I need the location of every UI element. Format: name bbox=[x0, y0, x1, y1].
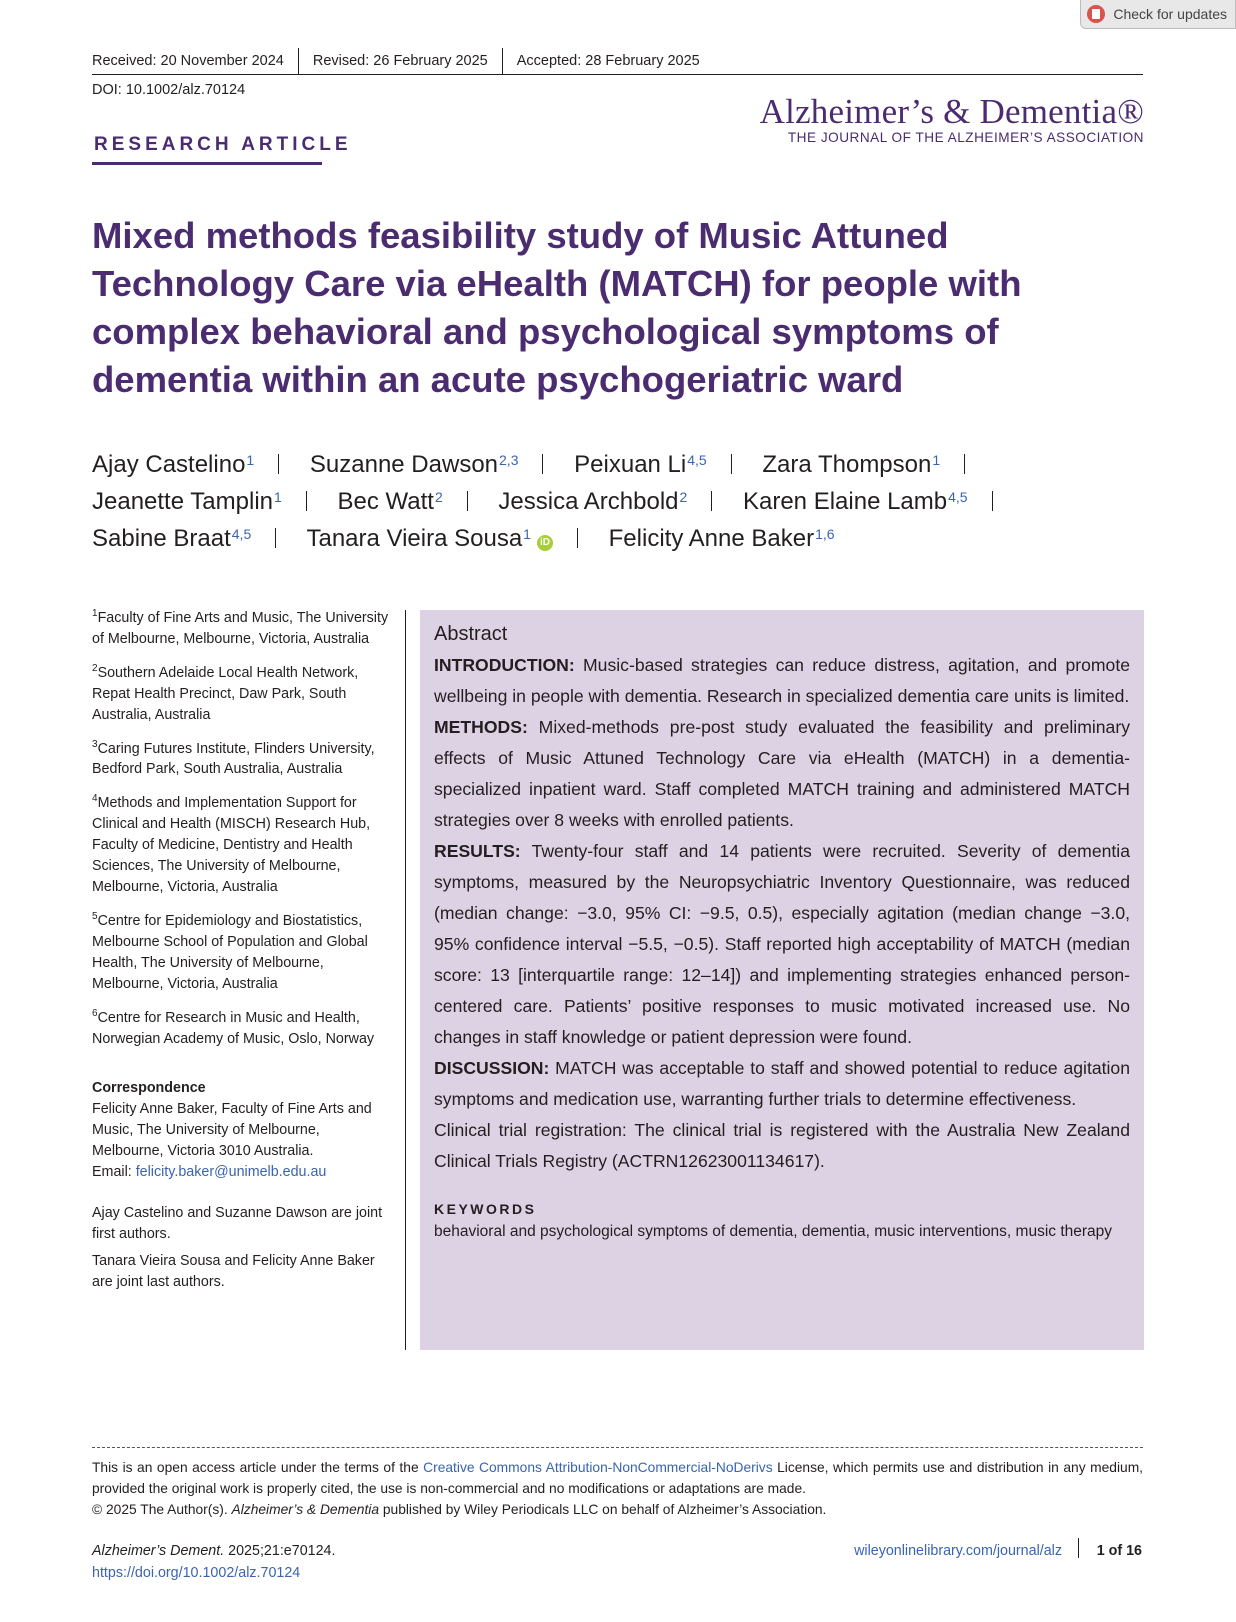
email-link[interactable]: felicity.baker@unimelb.edu.au bbox=[135, 1163, 327, 1180]
citation: Alzheimer’s Dement. 2025;21:e70124. https://doi.org/10.1002/alz.70124 bbox=[92, 1540, 335, 1584]
affiliation: $^1$Faculty of Fine Arts and Music, The University of Melbourne, Melbourne, Victoria, Australia bbox=[92, 608, 389, 647]
check-for-updates-label: Check for updates bbox=[1113, 6, 1227, 22]
author-separator bbox=[306, 491, 307, 511]
article-title: Mixed methods feasibility study of Music Attuned Technology Care via eHealth (MATCH) for people with complex behavioral and psychological symptoms of dementia within an acute psychogeriatric ward bbox=[92, 215, 1022, 400]
doi-link[interactable]: https://doi.org/10.1002/alz.70124 bbox=[92, 1565, 301, 1581]
journal-logo bbox=[760, 92, 1144, 145]
author[interactable]: Jeanette Tamplin$^1$ bbox=[92, 488, 282, 515]
author-separator bbox=[577, 528, 578, 548]
keywords: behavioral and psychological symptoms of dementia, dementia, music interventions, music therapy bbox=[434, 1223, 1113, 1240]
doi: DOI: 10.1002/alz.70124 bbox=[92, 82, 246, 98]
license-link[interactable]: Creative Commons Attribution-NonCommercial-NoDerivs bbox=[423, 1460, 773, 1475]
keywords-heading: KEYWORDS bbox=[434, 1201, 537, 1217]
header-rule bbox=[92, 74, 1143, 75]
correspondence-text: Felicity Anne Baker, Faculty of Fine Arts and Music, The University of Melbourne, Melbourne, Victoria 3010 Australia. bbox=[92, 1100, 372, 1159]
orcid-icon[interactable]: iD bbox=[537, 535, 553, 551]
page-number: 1 of 16 bbox=[1096, 1543, 1142, 1559]
author[interactable]: Felicity Anne Baker$^{1,6}$ bbox=[608, 525, 835, 552]
author-separator bbox=[467, 491, 468, 511]
correspondence-heading: Correspondence bbox=[92, 1079, 206, 1096]
journal-url-link[interactable]: wileyonlinelibrary.com/journal/alz bbox=[854, 1543, 1062, 1559]
license-text: This is an open access article under the terms of the Creative Commons Attribution-NonCommercial-NoDerivs License, which permits use and distribution in any medium, provided the original work is properly cited, the use is non-commercial and no modifications or adaptations are made. © 2025 The Author(s). Alzheimer’s & Dementia published by Wiley Periodicals LLC on behalf of Alzheimer’s Association. bbox=[92, 1460, 1144, 1517]
author[interactable]: Tanara Vieira Sousa$^1$iD bbox=[306, 525, 553, 552]
correspondence bbox=[92, 1078, 392, 1183]
author[interactable]: Zara Thompson$^1$ bbox=[762, 451, 941, 478]
author[interactable]: Peixuan Li$^{4,5}$ bbox=[574, 451, 707, 478]
article-type-underline bbox=[92, 162, 322, 165]
received-date: Received: 20 November 2024 bbox=[92, 53, 284, 69]
affiliations-column bbox=[92, 603, 392, 1293]
abstract-discussion: DISCUSSION: MATCH was acceptable to staff and showed potential to reduce agitation symptoms and medication use, warranting further trials to determine effectiveness. bbox=[434, 1058, 1130, 1109]
author-separator bbox=[542, 454, 543, 474]
author-separator bbox=[964, 454, 965, 474]
revised-date: Revised: 26 February 2025 bbox=[298, 48, 502, 74]
journal-name: Alzheimer’s & Dementia® bbox=[759, 92, 1144, 131]
journal-subtitle: THE JOURNAL OF THE ALZHEIMER’S ASSOCIATION bbox=[787, 130, 1144, 145]
author[interactable]: Ajay Castelino$^1$ bbox=[92, 451, 255, 478]
email-label: Email: bbox=[92, 1163, 136, 1180]
accepted-date: Accepted: 28 February 2025 bbox=[502, 48, 714, 74]
author[interactable]: Sabine Braat$^{4,5}$ bbox=[92, 525, 252, 552]
column-divider bbox=[405, 610, 406, 1350]
bookmark-icon bbox=[1087, 5, 1105, 23]
joint-first-note: Ajay Castelino and Suzanne Dawson are joint first authors. bbox=[92, 1204, 383, 1242]
author[interactable]: Karen Elaine Lamb$^{4,5}$ bbox=[742, 488, 968, 515]
article-type: RESEARCH ARTICLE bbox=[94, 134, 352, 155]
abstract-methods: METHODS: Mixed-methods pre-post study evaluated the feasibility and preliminary effects of Music Attuned Technology Care via eHealth (MATCH) in a dementia-specialized inpatient ward. Staff completed MATCH training and administered MATCH strategies over 8 weeks with enrolled patients. bbox=[434, 717, 1130, 830]
author-separator bbox=[711, 491, 712, 511]
joint-last-note: Tanara Vieira Sousa and Felicity Anne Baker are joint last authors. bbox=[92, 1252, 375, 1290]
author-list bbox=[92, 446, 1162, 557]
affiliation: $^5$Centre for Epidemiology and Biostatistics, Melbourne School of Population and Global Health, The University of Melbourne, Melbourne, Victoria, Australia bbox=[92, 911, 368, 992]
affiliation: $^6$Centre for Research in Music and Health, Norwegian Academy of Music, Oslo, Norway bbox=[92, 1007, 375, 1047]
abstract-heading: Abstract bbox=[434, 623, 508, 645]
abstract-introduction: INTRODUCTION: Music-based strategies can reduce distress, agitation, and promote wellbeing in people with dementia. Research in specialized dementia care units is limited. bbox=[434, 655, 1130, 706]
author-separator bbox=[278, 454, 279, 474]
author-separator bbox=[275, 528, 276, 548]
footer-separator bbox=[1078, 1538, 1079, 1558]
check-for-updates-button[interactable] bbox=[1080, 0, 1236, 29]
author[interactable]: Suzanne Dawson$^{2,3}$ bbox=[309, 451, 519, 478]
article-dates bbox=[92, 48, 714, 74]
abstract-results: RESULTS: Twenty-four staff and 14 patients were recruited. Severity of dementia symptoms, measured by the Neuropsychiatric Inventory Questionnaire, was reduced (median change: −3.0, 95% CI: −9.5, 0.5), especially agitation (median change −3.0, 95% confidence interval −5.5, −0.5). Staff reported high acceptability of MATCH (median score: 13 [interquartile range: 12–14]) and implementing strategies enhanced person-centered care. Patients’ positive responses to music motivated increased use. No changes in staff knowledge or patient depression were found. bbox=[434, 841, 1130, 1047]
author[interactable]: Bec Watt$^2$ bbox=[337, 488, 443, 515]
abstract-box bbox=[420, 610, 1144, 1350]
author[interactable]: Jessica Archbold$^2$ bbox=[498, 488, 688, 515]
trial-registration: Clinical trial registration: The clinical trial is registered with the Australia New Zealand Clinical Trials Registry (ACTRN12623001134617). bbox=[434, 1120, 1130, 1171]
footer-divider bbox=[92, 1447, 1143, 1448]
affiliation: $^3$Caring Futures Institute, Flinders University, Bedford Park, South Australia, Australia bbox=[92, 738, 375, 778]
affiliation: $^4$Methods and Implementation Support for Clinical and Health (MISCH) Research Hub, Faculty of Medicine, Dentistry and Health Sciences, The University of Melbourne, Melbourne, Victoria, Australia bbox=[92, 793, 371, 896]
affiliation: $^2$Southern Adelaide Local Health Network, Repat Health Precinct, Daw Park, South Australia, Australia bbox=[92, 662, 359, 723]
author-separator bbox=[731, 454, 732, 474]
author-separator bbox=[992, 491, 993, 511]
